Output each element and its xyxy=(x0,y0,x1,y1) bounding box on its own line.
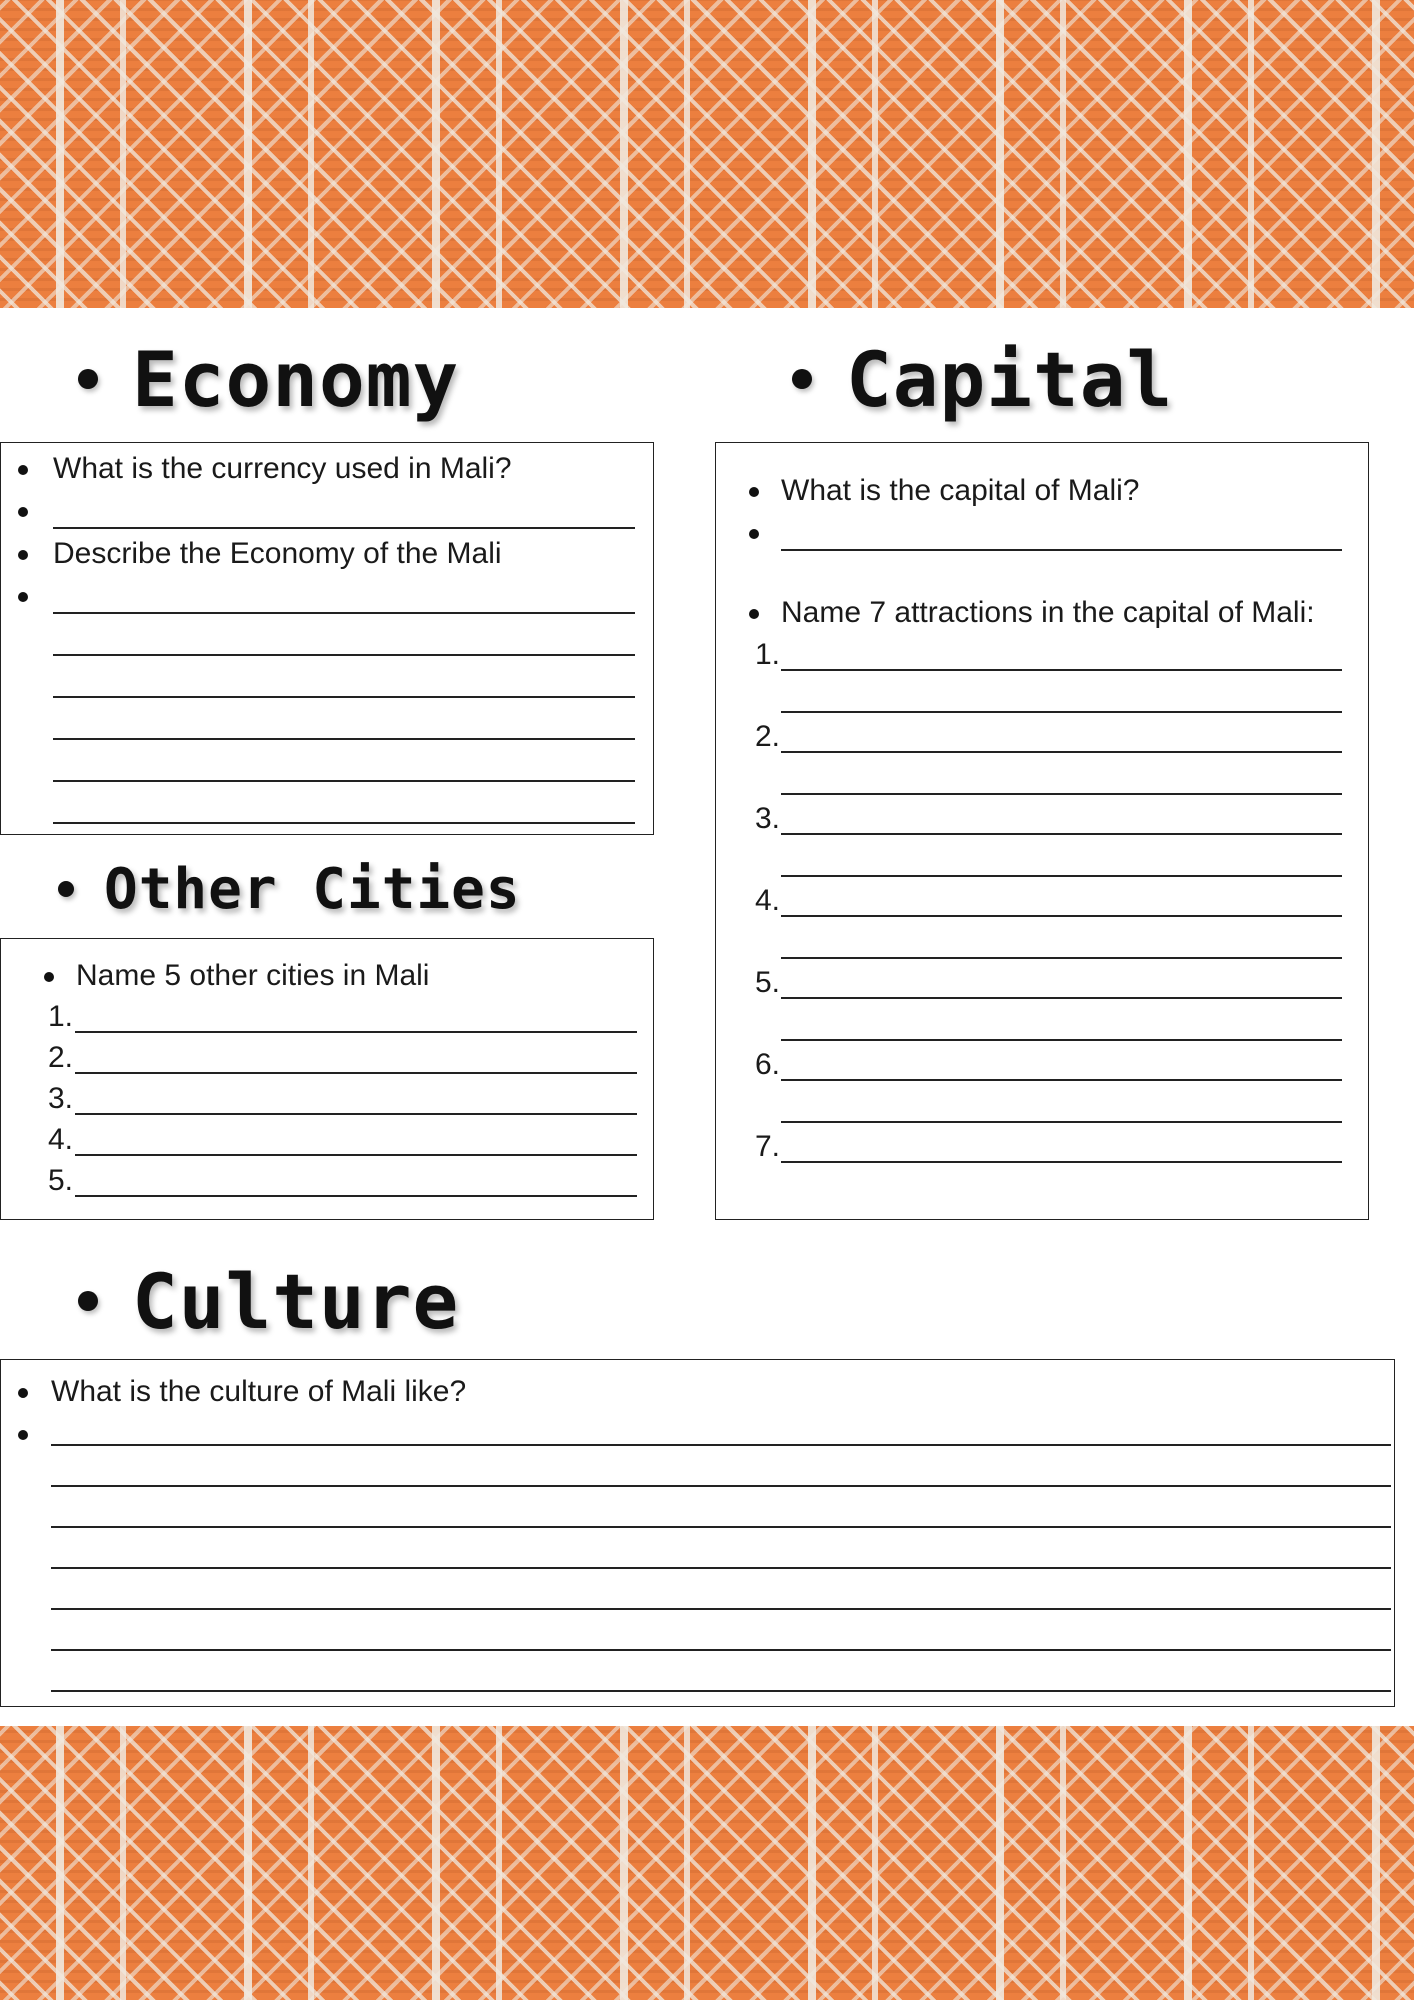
list-bullet-icon xyxy=(44,972,54,982)
attraction-number: 7. xyxy=(754,1130,780,1163)
attraction-answer-line[interactable] xyxy=(781,751,1342,753)
list-bullet-icon xyxy=(18,550,28,560)
attraction-answer-line[interactable] xyxy=(781,1079,1342,1081)
attraction-answer-line[interactable] xyxy=(781,1039,1342,1041)
attraction-answer-line[interactable] xyxy=(781,1121,1342,1123)
capital-box xyxy=(715,442,1369,1220)
list-bullet-icon xyxy=(18,1430,28,1440)
attraction-number: 1. xyxy=(754,638,780,671)
city-answer-line[interactable] xyxy=(75,1072,637,1074)
city-number: 5. xyxy=(47,1164,73,1197)
heading-bullet-icon xyxy=(78,1291,98,1311)
culture-answer-line[interactable] xyxy=(51,1608,1391,1610)
attraction-answer-line[interactable] xyxy=(781,1161,1342,1163)
culture-answer-line[interactable] xyxy=(51,1444,1391,1446)
city-number: 1. xyxy=(47,1000,73,1033)
city-answer-line[interactable] xyxy=(75,1154,637,1156)
culture-answer-line[interactable] xyxy=(51,1649,1391,1651)
list-bullet-icon xyxy=(749,609,759,619)
list-bullet-icon xyxy=(18,1388,28,1398)
list-bullet-icon xyxy=(18,465,28,475)
culture-heading: Culture xyxy=(78,1256,459,1346)
capital-answer-line[interactable] xyxy=(781,549,1342,551)
attraction-answer-line[interactable] xyxy=(781,875,1342,877)
heading-bullet-icon xyxy=(58,881,74,897)
economy-describe-question: Describe the Economy of the Mali xyxy=(53,537,502,570)
list-bullet-icon xyxy=(18,507,28,517)
attraction-number: 5. xyxy=(754,966,780,999)
attraction-answer-line[interactable] xyxy=(781,793,1342,795)
city-number: 3. xyxy=(47,1082,73,1115)
city-number: 2. xyxy=(47,1041,73,1074)
attraction-answer-line[interactable] xyxy=(781,915,1342,917)
culture-question: What is the culture of Mali like? xyxy=(51,1375,467,1408)
culture-answer-line[interactable] xyxy=(51,1567,1391,1569)
economy-answer-line[interactable] xyxy=(53,738,635,740)
attraction-answer-line[interactable] xyxy=(781,957,1342,959)
attraction-number: 3. xyxy=(754,802,780,835)
list-bullet-icon xyxy=(749,529,759,539)
attraction-answer-line[interactable] xyxy=(781,997,1342,999)
capital-heading: Capital xyxy=(792,334,1173,424)
city-answer-line[interactable] xyxy=(75,1031,637,1033)
economy-box xyxy=(0,442,654,835)
culture-answer-line[interactable] xyxy=(51,1485,1391,1487)
attraction-answer-line[interactable] xyxy=(781,711,1342,713)
culture-answer-line[interactable] xyxy=(51,1690,1391,1692)
city-answer-line[interactable] xyxy=(75,1195,637,1197)
attraction-number: 4. xyxy=(754,884,780,917)
economy-answer-line[interactable] xyxy=(53,654,635,656)
culture-answer-line[interactable] xyxy=(51,1526,1391,1528)
other-cities-heading: Other Cities xyxy=(58,854,521,924)
capital-question: What is the capital of Mali? xyxy=(781,474,1140,507)
list-bullet-icon xyxy=(18,592,28,602)
attraction-answer-line[interactable] xyxy=(781,833,1342,835)
economy-heading: Economy xyxy=(78,334,459,424)
list-bullet-icon xyxy=(749,487,759,497)
bottom-pattern-banner xyxy=(0,1726,1414,2000)
city-answer-line[interactable] xyxy=(75,1113,637,1115)
economy-answer-line[interactable] xyxy=(53,822,635,824)
attraction-number: 2. xyxy=(754,720,780,753)
economy-answer-line[interactable] xyxy=(53,612,635,614)
top-pattern-banner xyxy=(0,0,1414,308)
heading-bullet-icon xyxy=(78,369,98,389)
culture-box xyxy=(0,1359,1395,1707)
currency-question: What is the currency used in Mali? xyxy=(53,452,512,485)
attractions-question: Name 7 attractions in the capital of Mali: xyxy=(781,596,1315,629)
economy-answer-line[interactable] xyxy=(53,780,635,782)
economy-answer-line[interactable] xyxy=(53,696,635,698)
attraction-number: 6. xyxy=(754,1048,780,1081)
other-cities-box xyxy=(0,938,654,1220)
city-number: 4. xyxy=(47,1123,73,1156)
currency-answer-line[interactable] xyxy=(53,527,635,529)
heading-bullet-icon xyxy=(792,369,812,389)
other-cities-question: Name 5 other cities in Mali xyxy=(76,959,430,992)
attraction-answer-line[interactable] xyxy=(781,669,1342,671)
